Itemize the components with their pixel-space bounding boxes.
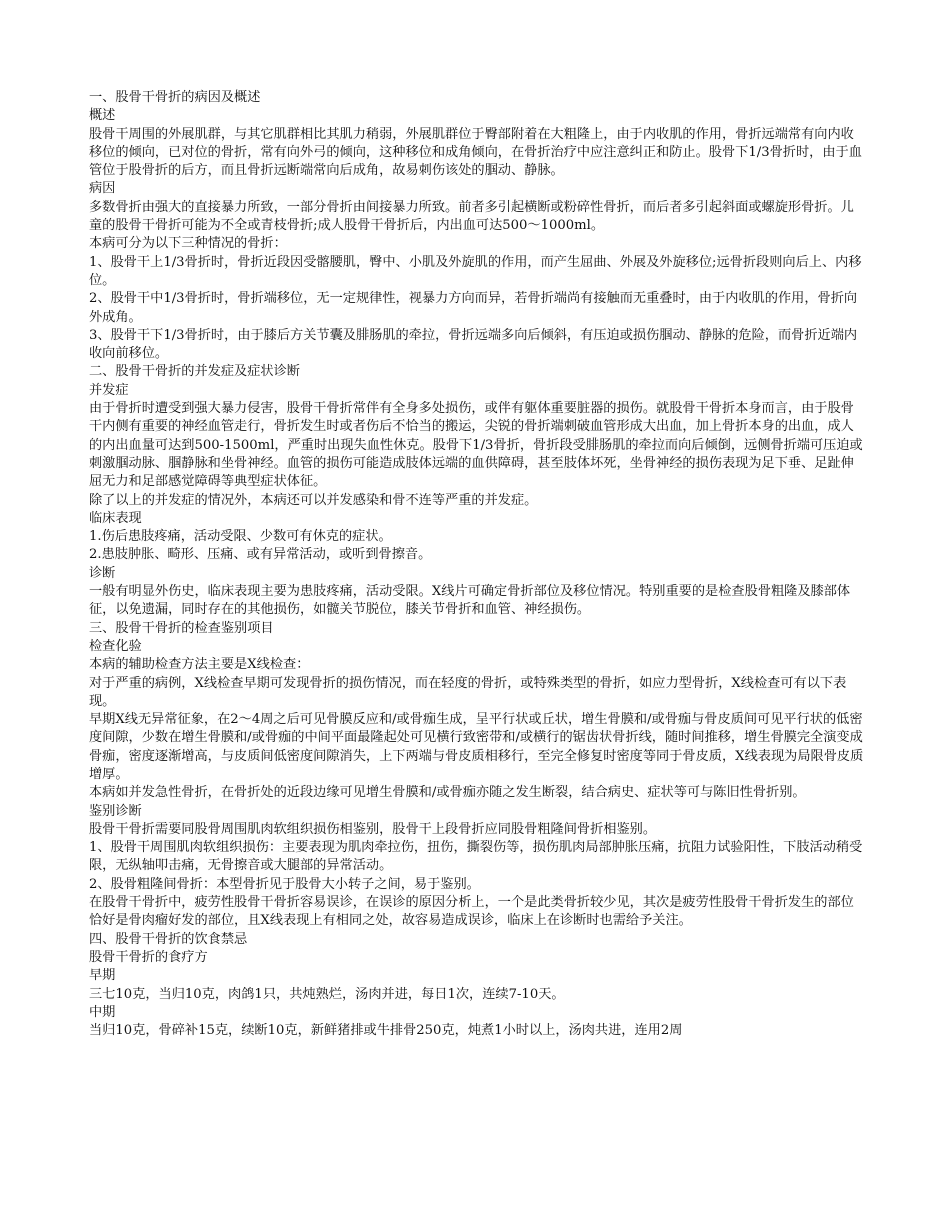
- document-body: [89, 89, 864, 1040]
- subheading-differential: 鉴别诊断: [89, 803, 142, 819]
- list-item-case-1: 1、股骨干上1/3骨折时，骨折近段因受髂腰肌，臀中、小肌及外旋肌的作用，而产生屈曲、外展及外旋移位;远骨折段则向后上、内移位。: [89, 254, 862, 288]
- paragraph-overview: 股骨干周围的外展肌群，与其它肌群相比其肌力稍弱，外展肌群位于臀部附着在大粗隆上，由于内收肌的作用，骨折远端常有向内收移位的倾向，已对位的骨折，常有向外弓的倾向，这种移位和成角倾向，在骨折治疗中应注意纠正和防止。股骨下1/3骨折时，由于血管位于股骨折的后方，而且骨折远断端常向后成角，故易刺伤该处的腘动、静脉。: [89, 126, 862, 179]
- paragraph-xray-acute: 本病如并发急性骨折，在骨折处的近段边缘可见增生骨膜和/或骨痂亦随之发生断裂，结合病史、症状等可与陈旧性骨折别。: [89, 785, 806, 801]
- subheading-complications: 并发症: [89, 382, 129, 398]
- paragraph-fatigue-fracture: 在股骨干骨折中，疲劳性股骨干骨折容易误诊，在误诊的原因分析上，一个是此类骨折较少见，其次是疲劳性股骨干骨折发生的部位恰好是骨肉瘤好发的部位，且X线表现上有相同之处，故容易造成误诊，临床上在诊断时也需给予关注。: [89, 895, 854, 929]
- subheading-diet: 股骨干骨折的食疗方: [89, 949, 208, 965]
- paragraph-cause: 多数骨折由强大的直接暴力所致，一部分骨折由间接暴力所致。前者多引起横断或粉碎性骨折，而后者多引起斜面或螺旋形骨折。儿童的股骨干骨折可能为不全或青枝骨折;成人股骨干骨折后，内出血可达500～1000ml。: [89, 199, 854, 234]
- paragraph-early-recipe: 三七10克，当归10克，肉鸽1只，共炖熟烂，汤肉并进，每日1次，连续7-10天。: [89, 986, 565, 1002]
- paragraph-other-complications: 除了以上的并发症的情况外，本病还可以并发感染和骨不连等严重的并发症。: [89, 492, 538, 508]
- paragraph-exam-method: 本病的辅助检查方法主要是X线检查：: [89, 657, 310, 673]
- section-1-heading: 一、股骨干骨折的病因及概述: [89, 90, 261, 105]
- paragraph-complications: 由于骨折时遭受到强大暴力侵害，股骨干骨折常伴有全身多处损伤，或伴有躯体重要脏器的损伤。就股骨干骨折本身而言，由于股骨干内侧有重要的神经血管走行，骨折发生时或者伤后不恰当的搬运，尖锐的骨折端刺破血管形成大出血，加上骨折本身的出血，成人的内出血量可达到500-1500ml，严重时出现失血性休克。股骨下1/3骨折，骨折段受腓肠肌的牵拉而向后倾倒，远侧骨折端可压迫或刺激腘动脉、腘静脉和坐骨神经。血管的损伤可能造成肢体远端的血供障碍，甚至肢体坏死，坐骨神经的损伤表现为足下垂、足趾伸屈无力和足部感觉障碍等典型症状体征。: [89, 401, 863, 490]
- paragraph-diagnosis: 一般有明显外伤史，临床表现主要为患肢疼痛，活动受限。X线片可确定骨折部位及移位情况。特别重要的是检查股骨粗隆及膝部体征，以免遗漏，同时存在的其他损伤，如髋关节脱位，膝关节骨折和血管、神经损伤。: [89, 584, 851, 618]
- list-item-case-2: 2、股骨干中1/3骨折时，骨折端移位，无一定规律性，视暴力方向而异，若骨折端尚有接触而无重叠时，由于内收肌的作用，骨折向外成角。: [89, 291, 858, 325]
- subheading-early-stage: 早期: [89, 968, 116, 984]
- paragraph-xray-severe: 对于严重的病例，X线检查早期可发现骨折的损伤情况，而在轻度的骨折，或特殊类型的骨折，如应力型骨折，X线检查可有以下表现。: [89, 675, 847, 709]
- section-4-heading: 四、股骨干骨折的饮食禁忌: [89, 931, 248, 947]
- subheading-middle-stage: 中期: [89, 1004, 116, 1020]
- list-item-differential-1: 1、股骨干周围肌肉软组织损伤：主要表现为肌肉牵拉伤，扭伤，撕裂伤等，损伤肌肉局部肿胀压痛，抗阻力试验阳性，下肢活动稍受限，无纵轴叩击痛，无骨擦音或大腿部的异常活动。: [89, 840, 863, 874]
- subheading-exam: 检查化验: [89, 638, 142, 654]
- subheading-overview: 概述: [89, 108, 116, 124]
- list-item-clinical-1: 1.伤后患肢疼痛，活动受限、少数可有休克的症状。: [89, 529, 392, 545]
- paragraph-differential: 股骨干骨折需要同股骨周围肌肉软组织损伤相鉴别，股骨干上段骨折应同股骨粗隆间骨折相鉴别。: [89, 821, 657, 837]
- list-item-clinical-2: 2.患肢肿胀、畸形、压痛、或有异常活动，或听到骨擦音。: [89, 547, 432, 563]
- subheading-cause: 病因: [89, 181, 116, 197]
- list-item-case-3: 3、股骨干下1/3骨折时，由于膝后方关节囊及腓肠肌的牵拉，骨折远端多向后倾斜，有压迫或损伤腘动、静脉的危险，而骨折近端内收向前移位。: [89, 327, 858, 362]
- list-item-differential-2: 2、股骨粗隆间骨折：本型骨折见于股骨大小转子之间，易于鉴别。: [89, 876, 480, 892]
- section-3-heading: 三、股骨干骨折的检查鉴别项目: [89, 620, 274, 636]
- paragraph-three-cases: 本病可分为以下三种情况的骨折：: [89, 236, 287, 252]
- paragraph-xray-early: 早期X线无异常征象，在2～4周之后可见骨膜反应和/或骨痂生成，呈平行状或丘状，增生骨膜和/或骨痂与骨皮质间可见平行状的低密度间隙，少数在增生骨膜和/或骨痂的中间平面最隆起处可见横行致密带和/或横行的锯齿状骨折线，随时间推移，增生骨膜完全演变成骨痂，密度逐渐增高，与皮质间低密度间隙消失，上下两端与骨皮质相移行，至完全修复时密度等同于骨皮质，X线表现为局限骨皮质增厚。: [89, 712, 864, 782]
- paragraph-middle-recipe: 当归10克，骨碎补15克，续断10克，新鲜猪排或牛排骨250克，炖煮1小时以上，汤肉共进，连用2周: [89, 1023, 683, 1039]
- subheading-clinical: 临床表现: [89, 510, 142, 526]
- subheading-diagnosis: 诊断: [89, 565, 116, 581]
- section-2-heading: 二、股骨干骨折的并发症及症状诊断: [89, 364, 300, 380]
